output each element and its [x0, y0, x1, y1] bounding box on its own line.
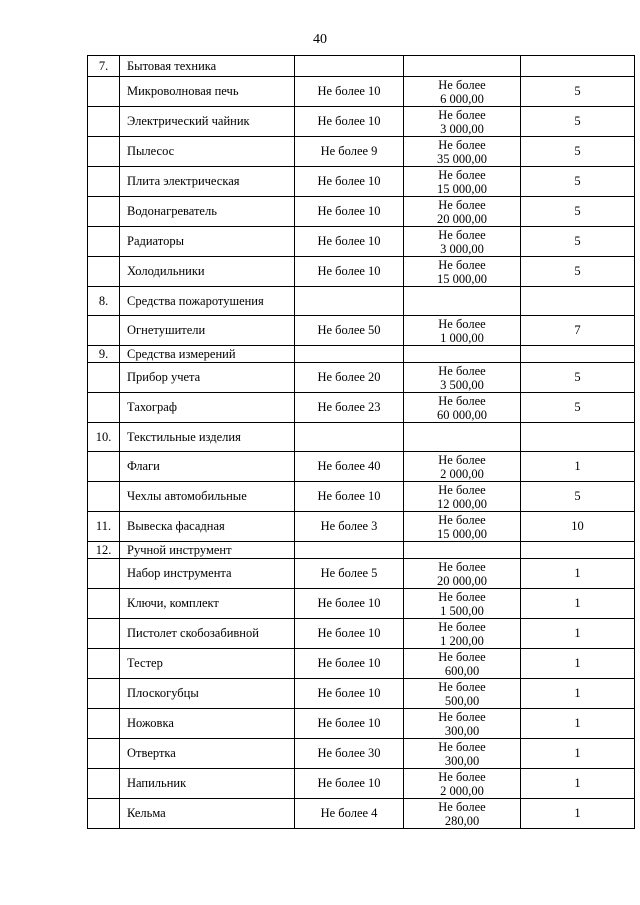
- cell-name: Средства пожаротушения: [120, 287, 295, 316]
- cell-life: Не более 30: [295, 739, 404, 769]
- price-value: 15 000,00: [437, 271, 487, 286]
- cell-num: [88, 363, 120, 393]
- cell-price: [404, 709, 521, 739]
- cell-qty: 1: [521, 589, 635, 619]
- cell-price: [404, 287, 521, 316]
- price-prefix: Не более: [438, 257, 486, 272]
- price-prefix: Не более: [438, 589, 486, 604]
- cell-name: Холодильники: [120, 257, 295, 287]
- price-prefix: Не более: [438, 799, 486, 814]
- cell-num: [88, 679, 120, 709]
- cell-name: Ручной инструмент: [120, 542, 295, 559]
- cell-name: Тахограф: [120, 393, 295, 423]
- table-row: [88, 482, 635, 512]
- cell-qty: 1: [521, 679, 635, 709]
- cell-qty: 5: [521, 137, 635, 167]
- price-prefix: Не более: [438, 709, 486, 724]
- cell-price: [404, 739, 521, 769]
- price-value: 2 000,00: [440, 783, 484, 798]
- price-value: 3 000,00: [440, 241, 484, 256]
- table-row: [88, 227, 635, 257]
- cell-life: Не более 40: [295, 452, 404, 482]
- cell-life: [295, 287, 404, 316]
- price-prefix: Не более: [438, 137, 486, 152]
- cell-num: [88, 107, 120, 137]
- section-row: [88, 56, 635, 77]
- cell-name: Кельма: [120, 799, 295, 829]
- cell-qty: 5: [521, 77, 635, 107]
- price-prefix: Не более: [438, 107, 486, 122]
- equipment-table: [87, 55, 635, 829]
- cell-name: Водонагреватель: [120, 197, 295, 227]
- price-value: 20 000,00: [437, 573, 487, 588]
- price-prefix: Не более: [438, 679, 486, 694]
- table-row: [88, 137, 635, 167]
- price-prefix: Не более: [438, 739, 486, 754]
- cell-price: [404, 619, 521, 649]
- cell-qty: 1: [521, 559, 635, 589]
- cell-life: Не более 10: [295, 769, 404, 799]
- cell-life: [295, 423, 404, 452]
- cell-life: Не более 10: [295, 227, 404, 257]
- table-row: [88, 799, 635, 829]
- cell-num: 8.: [88, 287, 120, 316]
- price-value: 3 000,00: [440, 121, 484, 136]
- cell-qty: 7: [521, 316, 635, 346]
- cell-qty: 1: [521, 739, 635, 769]
- price-value: 1 200,00: [440, 633, 484, 648]
- price-prefix: Не более: [438, 393, 486, 408]
- price-value: 600,00: [444, 663, 480, 678]
- cell-name: Бытовая техника: [120, 56, 295, 77]
- table-row: [88, 393, 635, 423]
- cell-life: Не более 9: [295, 137, 404, 167]
- cell-name: Микроволновая печь: [120, 77, 295, 107]
- cell-qty: [521, 346, 635, 363]
- price-value: 1 000,00: [440, 330, 484, 345]
- price-value: 6 000,00: [440, 91, 484, 106]
- cell-price: [404, 167, 521, 197]
- cell-name: Набор инструмента: [120, 559, 295, 589]
- table-row: [88, 589, 635, 619]
- cell-life: Не более 10: [295, 77, 404, 107]
- cell-num: [88, 739, 120, 769]
- cell-num: [88, 589, 120, 619]
- price-value: 35 000,00: [437, 151, 487, 166]
- price-prefix: Не более: [438, 619, 486, 634]
- price-value: 60 000,00: [437, 407, 487, 422]
- cell-name: Вывеска фасадная: [120, 512, 295, 542]
- price-prefix: Не более: [438, 559, 486, 574]
- price-value: 15 000,00: [437, 181, 487, 196]
- cell-price: [404, 769, 521, 799]
- cell-price: [404, 559, 521, 589]
- cell-num: [88, 619, 120, 649]
- cell-life: Не более 20: [295, 363, 404, 393]
- cell-price: [404, 423, 521, 452]
- cell-life: Не более 10: [295, 482, 404, 512]
- cell-life: Не более 10: [295, 619, 404, 649]
- cell-name: Пылесос: [120, 137, 295, 167]
- cell-price: [404, 316, 521, 346]
- cell-life: Не более 50: [295, 316, 404, 346]
- cell-name: Электрический чайник: [120, 107, 295, 137]
- price-value: 1 500,00: [440, 603, 484, 618]
- price-prefix: Не более: [438, 512, 486, 527]
- price-value: 280,00: [444, 813, 480, 828]
- cell-price: [404, 452, 521, 482]
- cell-life: Не более 4: [295, 799, 404, 829]
- cell-num: [88, 77, 120, 107]
- cell-qty: 1: [521, 799, 635, 829]
- table-row: [88, 559, 635, 589]
- cell-num: 7.: [88, 56, 120, 77]
- cell-price: [404, 227, 521, 257]
- cell-name: Ножовка: [120, 709, 295, 739]
- table-row: [88, 452, 635, 482]
- price-value: 20 000,00: [437, 211, 487, 226]
- cell-life: Не более 10: [295, 709, 404, 739]
- cell-num: 12.: [88, 542, 120, 559]
- section-row: [88, 346, 635, 363]
- page-number: 40: [313, 32, 327, 47]
- cell-name: Огнетушители: [120, 316, 295, 346]
- cell-num: [88, 393, 120, 423]
- cell-price: [404, 363, 521, 393]
- price-value: 2 000,00: [440, 466, 484, 481]
- cell-price: [404, 679, 521, 709]
- price-prefix: Не более: [438, 649, 486, 664]
- price-prefix: Не более: [438, 77, 486, 92]
- cell-num: [88, 482, 120, 512]
- price-value: 12 000,00: [437, 496, 487, 511]
- cell-num: [88, 197, 120, 227]
- cell-num: 10.: [88, 423, 120, 452]
- price-value: 300,00: [444, 753, 480, 768]
- cell-price: [404, 542, 521, 559]
- table-row: [88, 316, 635, 346]
- table-row: [88, 512, 635, 542]
- table-row: [88, 769, 635, 799]
- price-value: 15 000,00: [437, 526, 487, 541]
- cell-price: [404, 799, 521, 829]
- cell-name: Чехлы автомобильные: [120, 482, 295, 512]
- section-row: [88, 287, 635, 316]
- section-row: [88, 542, 635, 559]
- cell-life: Не более 10: [295, 679, 404, 709]
- cell-num: [88, 769, 120, 799]
- cell-price: [404, 482, 521, 512]
- cell-qty: 5: [521, 107, 635, 137]
- cell-name: Радиаторы: [120, 227, 295, 257]
- cell-num: [88, 649, 120, 679]
- cell-qty: 5: [521, 363, 635, 393]
- price-prefix: Не более: [438, 197, 486, 212]
- cell-price: [404, 649, 521, 679]
- cell-price: [404, 346, 521, 363]
- cell-life: Не более 10: [295, 167, 404, 197]
- cell-qty: [521, 542, 635, 559]
- cell-num: [88, 709, 120, 739]
- section-row: [88, 423, 635, 452]
- cell-name: Текстильные изделия: [120, 423, 295, 452]
- cell-num: [88, 257, 120, 287]
- cell-price: [404, 512, 521, 542]
- price-value: 300,00: [444, 723, 480, 738]
- cell-name: Ключи, комплект: [120, 589, 295, 619]
- cell-life: [295, 346, 404, 363]
- cell-qty: 1: [521, 709, 635, 739]
- table-row: [88, 363, 635, 393]
- price-prefix: Не более: [438, 769, 486, 784]
- cell-num: 9.: [88, 346, 120, 363]
- cell-num: 11.: [88, 512, 120, 542]
- cell-qty: 1: [521, 649, 635, 679]
- price-value: 500,00: [444, 693, 480, 708]
- cell-price: [404, 257, 521, 287]
- price-value: 3 500,00: [440, 377, 484, 392]
- table-row: [88, 167, 635, 197]
- cell-life: Не более 10: [295, 107, 404, 137]
- price-prefix: Не более: [438, 227, 486, 242]
- cell-name: Плита электрическая: [120, 167, 295, 197]
- cell-life: Не более 10: [295, 649, 404, 679]
- cell-qty: [521, 423, 635, 452]
- cell-price: [404, 77, 521, 107]
- cell-qty: 5: [521, 393, 635, 423]
- table-row: [88, 619, 635, 649]
- cell-price: [404, 137, 521, 167]
- cell-name: Флаги: [120, 452, 295, 482]
- cell-num: [88, 559, 120, 589]
- cell-life: Не более 23: [295, 393, 404, 423]
- table-row: [88, 649, 635, 679]
- cell-life: Не более 3: [295, 512, 404, 542]
- table-row: [88, 257, 635, 287]
- cell-name: Средства измерений: [120, 346, 295, 363]
- cell-name: Прибор учета: [120, 363, 295, 393]
- cell-life: Не более 10: [295, 257, 404, 287]
- table-row: [88, 739, 635, 769]
- cell-name: Отвертка: [120, 739, 295, 769]
- cell-qty: 5: [521, 227, 635, 257]
- cell-qty: [521, 287, 635, 316]
- cell-qty: 5: [521, 197, 635, 227]
- price-prefix: Не более: [438, 363, 486, 378]
- cell-life: Не более 10: [295, 589, 404, 619]
- cell-price: [404, 393, 521, 423]
- cell-num: [88, 227, 120, 257]
- cell-qty: 10: [521, 512, 635, 542]
- cell-name: Плоскогубцы: [120, 679, 295, 709]
- cell-num: [88, 167, 120, 197]
- cell-price: [404, 107, 521, 137]
- table-row: [88, 197, 635, 227]
- cell-num: [88, 316, 120, 346]
- cell-qty: 1: [521, 452, 635, 482]
- price-prefix: Не более: [438, 316, 486, 331]
- price-prefix: Не более: [438, 452, 486, 467]
- cell-price: [404, 197, 521, 227]
- cell-num: [88, 799, 120, 829]
- cell-price: [404, 589, 521, 619]
- table-row: [88, 709, 635, 739]
- cell-qty: 1: [521, 619, 635, 649]
- cell-name: Напильник: [120, 769, 295, 799]
- cell-life: Не более 5: [295, 559, 404, 589]
- price-prefix: Не более: [438, 482, 486, 497]
- table-row: [88, 107, 635, 137]
- table-row: [88, 77, 635, 107]
- cell-qty: 5: [521, 257, 635, 287]
- cell-num: [88, 452, 120, 482]
- price-prefix: Не более: [438, 167, 486, 182]
- cell-qty: 5: [521, 167, 635, 197]
- table-row: [88, 679, 635, 709]
- cell-life: [295, 56, 404, 77]
- cell-qty: 1: [521, 769, 635, 799]
- cell-life: [295, 542, 404, 559]
- cell-name: Пистолет скобозабивной: [120, 619, 295, 649]
- cell-num: [88, 137, 120, 167]
- cell-name: Тестер: [120, 649, 295, 679]
- cell-qty: [521, 56, 635, 77]
- cell-price: [404, 56, 521, 77]
- cell-life: Не более 10: [295, 197, 404, 227]
- cell-qty: 5: [521, 482, 635, 512]
